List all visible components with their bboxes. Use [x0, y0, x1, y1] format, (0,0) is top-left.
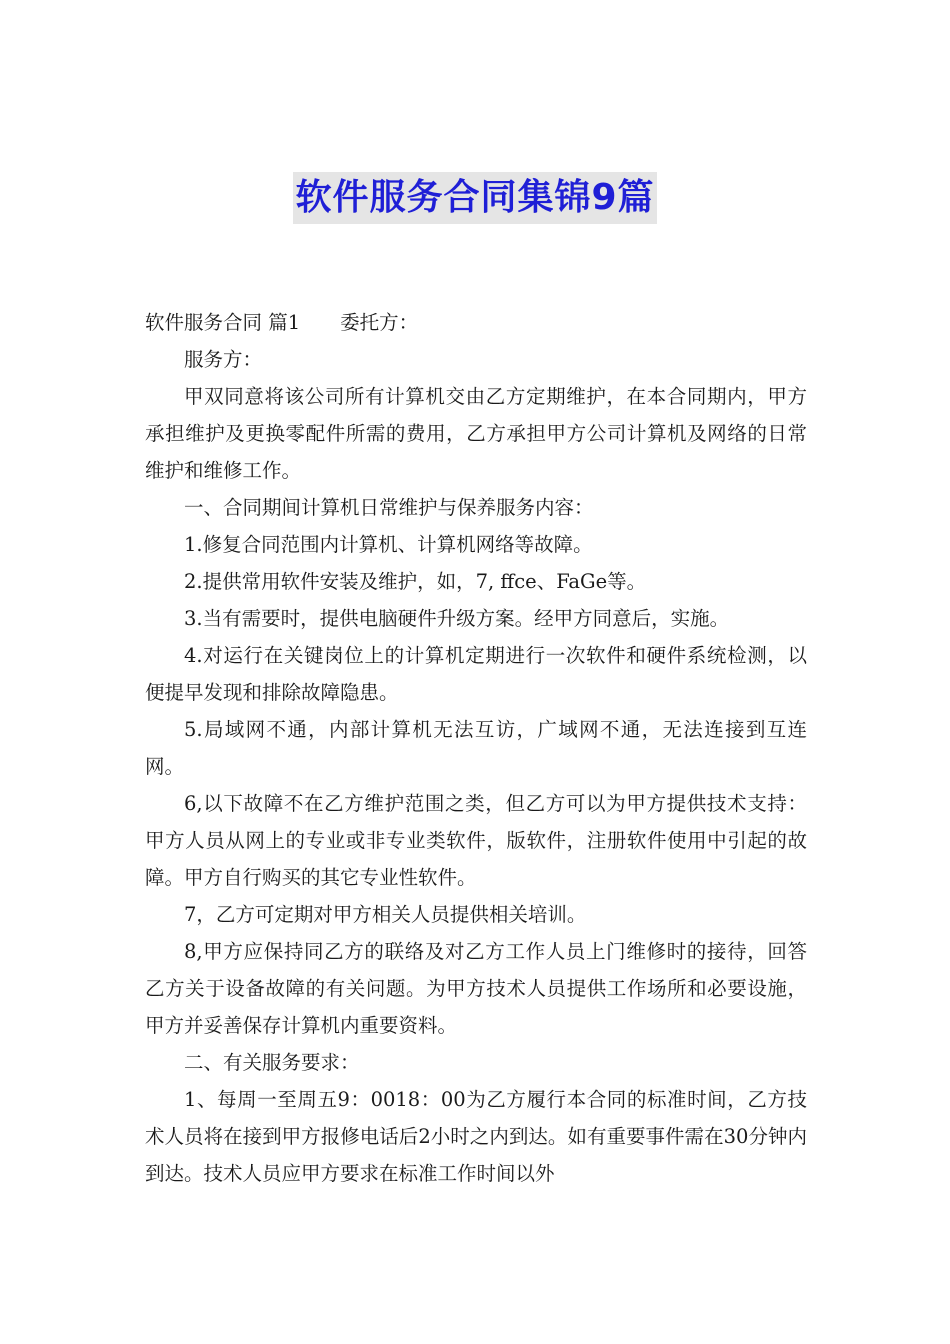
paragraph: 服务方： — [184, 348, 263, 371]
list-item: 1、每周一至周五9：0018：00为乙方履行本合同的标准时间，乙方技术人员将在接到甲方报修电话后2小时之内到达。如有重要事件需在30分钟内到达。技术人员应甲方要求在标准工作时间以外 — [145, 1088, 807, 1185]
list-item: 6,以下故障不在乙方维护范围之类，但乙方可以为甲方提供技术支持： 甲方人员从网上的专业或非专业类软件，版软件，注册软件使用中引起的故障。甲方自行购买的其它专业性软件。 — [145, 792, 807, 889]
list-item: 8,甲方应保持同乙方的联络及对乙方工作人员上门维修时的接待，回答乙方关于设备故障的有关问题。为甲方技术人员提供工作场所和必要设施，甲方并妥善保存计算机内重要资料。 — [145, 940, 807, 1037]
list-item: 4.对运行在关键岗位上的计算机定期进行一次软件和硬件系统检测，以便提早发现和排除故障隐患。 — [145, 644, 807, 704]
list-item: 1.修复合同范围内计算机、计算机网络等故障。 — [184, 533, 593, 556]
list-item: 7，乙方可定期对甲方相关人员提供相关培训。 — [184, 903, 587, 926]
list-item: 2.提供常用软件安装及维护，如，7, ffce、FaGe等。 — [184, 570, 647, 593]
title-wrap — [0, 172, 950, 224]
section-heading: 一、合同期间计算机日常维护与保养服务内容： — [184, 496, 594, 519]
document-body — [145, 304, 807, 1192]
contract-heading: 软件服务合同 篇1 — [145, 311, 301, 334]
list-item: 5.局域网不通，内部计算机无法互访，广域网不通，无法连接到互连网。 — [145, 718, 807, 778]
client-label: 委托方： — [340, 311, 419, 334]
section-heading: 二、有关服务要求： — [184, 1051, 360, 1074]
document-title: 软件服务合同集锦9篇 — [293, 172, 656, 224]
paragraph: 甲双同意将该公司所有计算机交由乙方定期维护，在本合同期内，甲方承担维护及更换零配件所需的费用，乙方承担甲方公司计算机及网络的日常维护和维修工作。 — [145, 385, 807, 482]
heading-line — [145, 304, 807, 341]
list-item: 3.当有需要时，提供电脑硬件升级方案。经甲方同意后，实施。 — [184, 607, 730, 630]
